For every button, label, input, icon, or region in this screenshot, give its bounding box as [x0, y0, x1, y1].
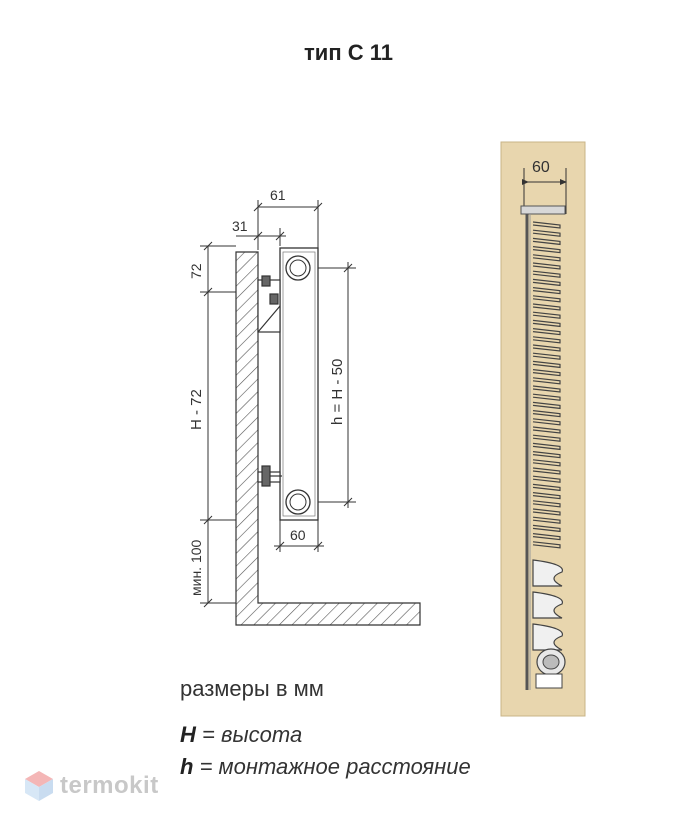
cube-icon	[24, 770, 54, 802]
dim-61-label: 61	[270, 187, 286, 203]
radiator-body	[280, 248, 318, 520]
dim-60-bottom-label: 60	[290, 527, 306, 543]
dim-61	[254, 200, 322, 250]
legend-H-text: = высота	[195, 722, 303, 747]
dim-h-label: h = H - 50	[329, 358, 346, 425]
legend-H	[180, 722, 302, 748]
legend-h-text: = монтажное расстояние	[193, 754, 471, 779]
dim-h72-label: H - 72	[188, 389, 205, 430]
legend-h	[180, 754, 471, 780]
bottom-bracket	[258, 466, 282, 486]
diagram-title: тип С 11	[304, 40, 393, 65]
logo-text: termokit	[60, 772, 159, 799]
dim-60-side-label: 60	[532, 159, 550, 176]
termokit-logo	[24, 770, 159, 802]
legend-h-symbol: h	[180, 754, 194, 779]
top-bracket	[258, 276, 280, 332]
left-dim-chain	[200, 242, 236, 607]
legend-H-symbol: H	[180, 722, 196, 747]
dim-min100-label: мин. 100	[188, 539, 204, 596]
dim-72-label: 72	[188, 263, 204, 279]
dim-31-label: 31	[232, 218, 248, 234]
units-caption: размеры в мм	[180, 676, 324, 701]
